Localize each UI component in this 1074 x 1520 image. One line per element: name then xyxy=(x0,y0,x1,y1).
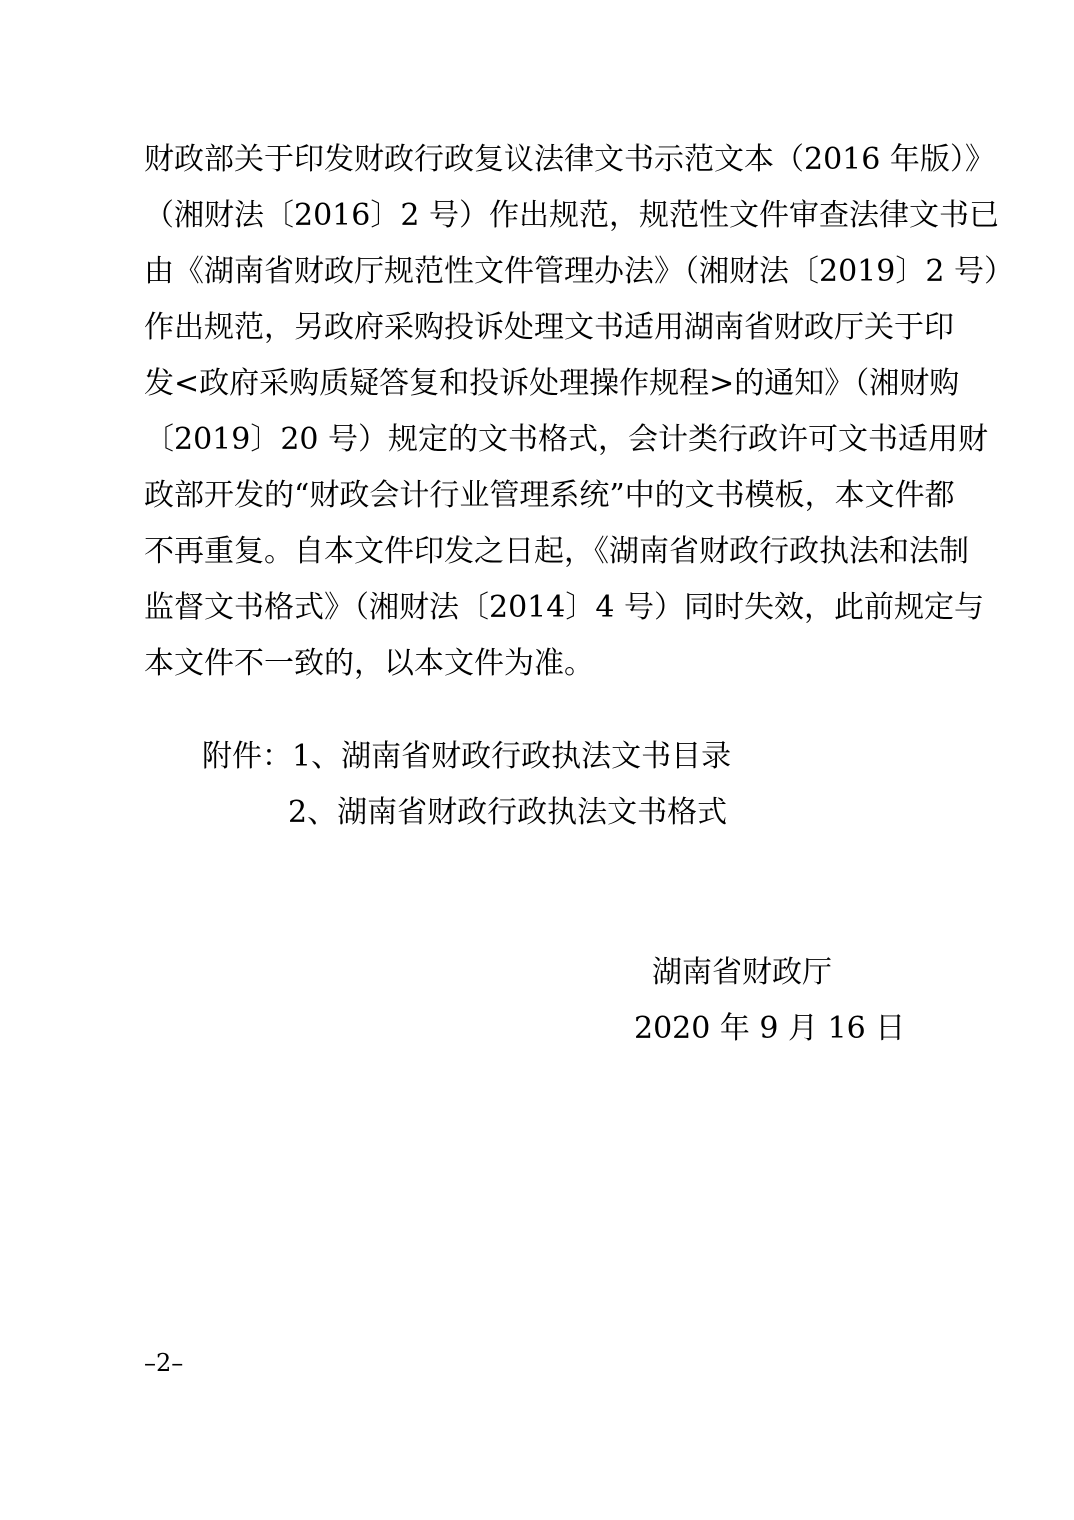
body-line: （湘财法〔2016〕2 号）作出规范，规范性文件审查法律文书已 xyxy=(144,198,999,233)
body-line: 财政部关于印发财政行政复议法律文书示范文本（2016 年版）》 xyxy=(144,142,995,177)
attachment-item-2: 2、湖南省财政行政执法文书格式 xyxy=(288,795,728,830)
body-paragraph xyxy=(144,132,1014,692)
body-line: 政部开发的“财政会计行业管理系统”中的文书模板，本文件都 xyxy=(144,478,955,513)
issuing-organization: 湖南省财政厅 xyxy=(652,955,832,990)
body-line: 发<政府采购质疑答复和投诉处理操作规程>的通知》（湘财购 xyxy=(144,366,960,401)
body-line: 监督文书格式》（湘财法〔2014〕4 号）同时失效，此前规定与 xyxy=(144,590,984,625)
issue-date: 2020 年 9 月 16 日 xyxy=(634,1011,906,1046)
body-line: 〔2019〕20 号）规定的文书格式，会计类行政许可文书适用财 xyxy=(144,422,989,457)
attachments-list xyxy=(202,729,731,841)
attachment-item-1: 附件：1、湖南省财政行政执法文书目录 xyxy=(202,739,732,774)
signature-block xyxy=(634,945,906,1057)
body-line: 本文件不一致的，以本文件为准。 xyxy=(144,646,594,681)
body-line: 不再重复。自本文件印发之日起，《湖南省财政行政执法和法制 xyxy=(144,534,969,569)
page-number: –2– xyxy=(144,1349,184,1377)
body-line: 由《湖南省财政厅规范性文件管理办法》（湘财法〔2019〕2 号） xyxy=(144,254,1014,289)
body-line: 作出规范，另政府采购投诉处理文书适用湖南省财政厅关于印 xyxy=(144,310,954,345)
